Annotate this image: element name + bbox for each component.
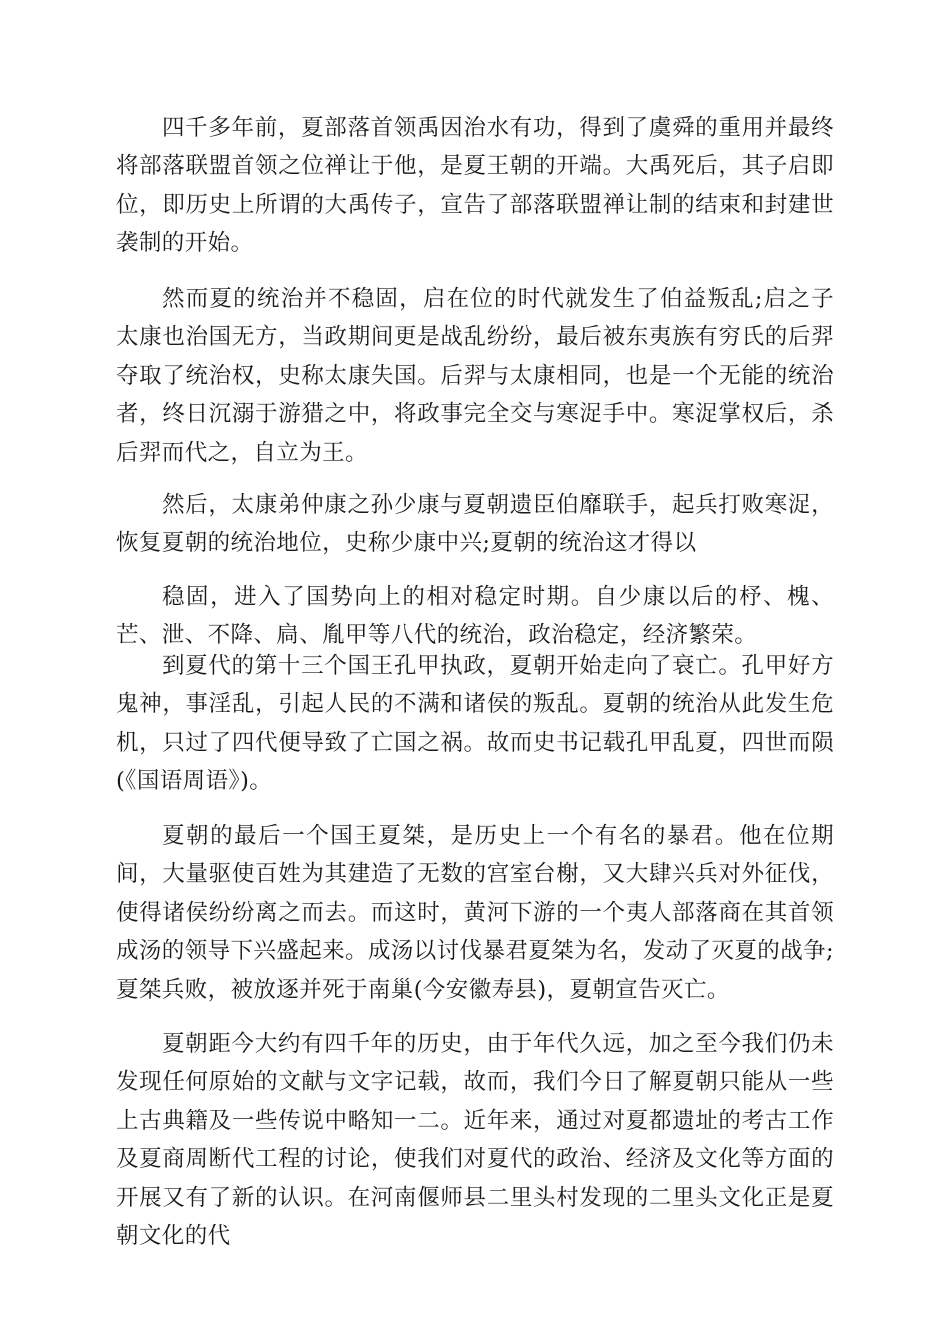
paragraph-kongjia-decline: 到夏代的第十三个国王孔甲执政，夏朝开始走向了衰亡。孔甲好方鬼神，事淫乱，引起人民的不满和诸侯的叛乱。夏朝的统治从此发生危机，只过了四代便导致了亡国之祸。故而史书记载孔甲乱夏，四世而陨(《国语周语》)。	[116, 653, 834, 795]
paragraph-yu-founding: 四千多年前，夏部落首领禹因治水有功，得到了虞舜的重用并最终将部落联盟首领之位禅让于他，是夏王朝的开端。大禹死后，其子启即位，即历史上所谓的大禹传子，宣告了部落联盟禅让制的结束和封建世袭制的开始。	[116, 115, 834, 257]
paragraph-shaokang-revival: 然后，太康弟仲康之孙少康与夏朝遗臣伯靡联手，起兵打败寒浞，恢复夏朝的统治地位，史称少康中兴;夏朝的统治这才得以	[116, 492, 834, 557]
paragraph-stable-period: 稳固，进入了国势向上的相对稳定时期。自少康以后的杼、槐、芒、泄、不降、扃、胤甲等八代的统治，政治稳定，经济繁荣。	[116, 584, 834, 649]
paragraph-taikang-loses-state: 然而夏的统治并不稳固，启在位的时代就发生了伯益叛乱;启之子太康也治国无方，当政期间更是战乱纷纷，最后被东夷族有穷氏的后羿夺取了统治权，史称太康失国。后羿与太康相同，也是一个无能的统治者，终日沉溺于游猎之中，将政事完全交与寒浞手中。寒浞掌权后，杀后羿而代之，自立为王。	[116, 286, 834, 466]
paragraph-xiajie-fall: 夏朝的最后一个国王夏桀，是历史上一个有名的暴君。他在位期间，大量驱使百姓为其建造了无数的宫室台榭，又大肆兴兵对外征伐，使得诸侯纷纷离之而去。而这时，黄河下游的一个夷人部落商在其首领成汤的领导下兴盛起来。成汤以讨伐暴君夏桀为名，发动了灭夏的战争;夏桀兵败，被放逐并死于南巢(今安徽寿县)，夏朝宣告灭亡。	[116, 823, 834, 1003]
paragraph-xia-archaeology: 夏朝距今大约有四千年的历史，由于年代久远，加之至今我们仍未发现任何原始的文献与文字记载，故而，我们今日了解夏朝只能从一些上古典籍及一些传说中略知一二。近年来，通过对夏都遗址的考古工作及夏商周断代工程的讨论，使我们对夏代的政治、经济及文化等方面的开展又有了新的认识。在河南偃师县二里头村发现的二里头文化正是夏朝文化的代	[116, 1031, 834, 1250]
